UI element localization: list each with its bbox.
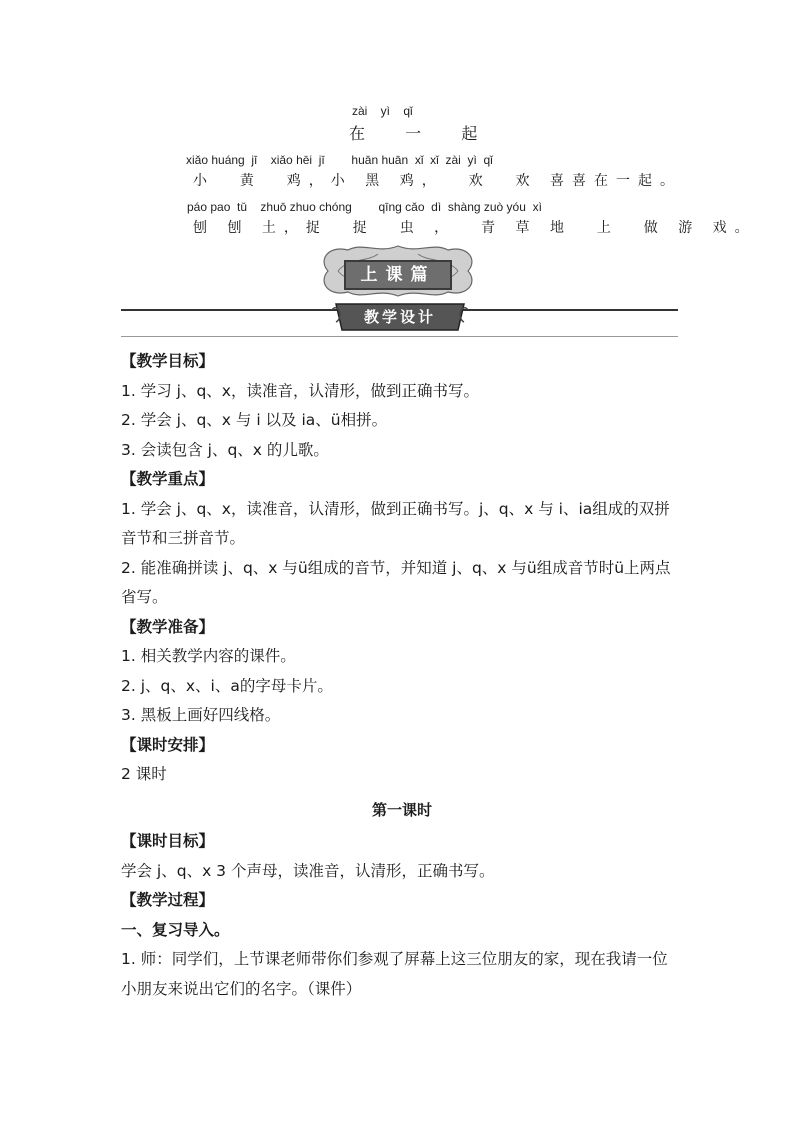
- lesson-title: 第一课时: [371, 800, 432, 819]
- body: [121, 347, 683, 1004]
- poem-line-1-pinyin: xiǎo huáng jī xiǎo hēi jī huān huān xǐ xǐ zài yì qǐ: [186, 153, 493, 167]
- section-key-points: [121, 465, 683, 613]
- section-heading: 【教学目标】: [121, 352, 215, 370]
- section-lesson-goals: [121, 827, 683, 886]
- list-item: 2 课时: [121, 765, 167, 783]
- poem-title-pinyin: zài yì qǐ: [352, 104, 413, 118]
- section-goals: [121, 347, 683, 465]
- poem-line-2: 刨 刨 土，捉 捉 虫 ， 青 草 地 上 做 游 戏。: [193, 220, 757, 236]
- poem-title: 在 一 起: [349, 124, 488, 143]
- divider-line-thin: [121, 336, 678, 337]
- section-heading: 【课时安排】: [121, 735, 215, 754]
- section-heading: 【教学过程】: [121, 891, 215, 909]
- section-preparation: [121, 613, 683, 731]
- step-heading: 一、复习导入。: [121, 920, 230, 939]
- section-heading: 【教学重点】: [121, 470, 215, 488]
- list-item: 1. 学习 j、q、x，读准音，认清形，做到正确书写。: [121, 381, 479, 400]
- list-item: 3. 会读包含 j、q、x 的儿歌。: [121, 440, 329, 459]
- section-process: [121, 886, 683, 1004]
- list-item: 3. 黑板上画好四线格。: [121, 706, 281, 724]
- list-item: 2. j、q、x、i、a的字母卡片。: [121, 676, 333, 695]
- section-heading: 【课时目标】: [121, 832, 215, 850]
- section-heading: 【教学准备】: [121, 617, 215, 636]
- sub-banner: 教学设计: [363, 308, 436, 326]
- list-item: 学会 j、q、x 3 个声母，读准音，认清形，正确书写。: [121, 861, 495, 880]
- section-banner: 上课篇: [344, 260, 452, 290]
- list-item: 2. 能准确拼读 j、q、x 与ü组成的音节，并知道 j、q、x 与ü组成音节时ü上两点省写。: [121, 558, 671, 606]
- poem-line-1: 小 黄 鸡，小 黑 鸡， 欢 欢 喜喜在一起。: [193, 173, 682, 189]
- list-item: 1. 学会 j、q、x，读准音，认清形，做到正确书写。j、q、x 与 i、ia组成的双拼音节和三拼音节。: [121, 499, 670, 547]
- list-item: 2. 学会 j、q、x 与 i 以及 ia、ü相拼。: [121, 411, 388, 429]
- list-item: 1. 相关教学内容的课件。: [121, 647, 296, 665]
- poem-line-2-pinyin: páo pao tǔ zhuō zhuo chóng qīng cǎo dì shàng zuò yóu xì: [187, 200, 542, 214]
- section-schedule: [121, 731, 683, 790]
- step-text: 1. 师：同学们，上节课老师带你们参观了屏幕上这三位朋友的家，现在我请一位小朋友来说出它们的名字。（课件）: [121, 950, 668, 998]
